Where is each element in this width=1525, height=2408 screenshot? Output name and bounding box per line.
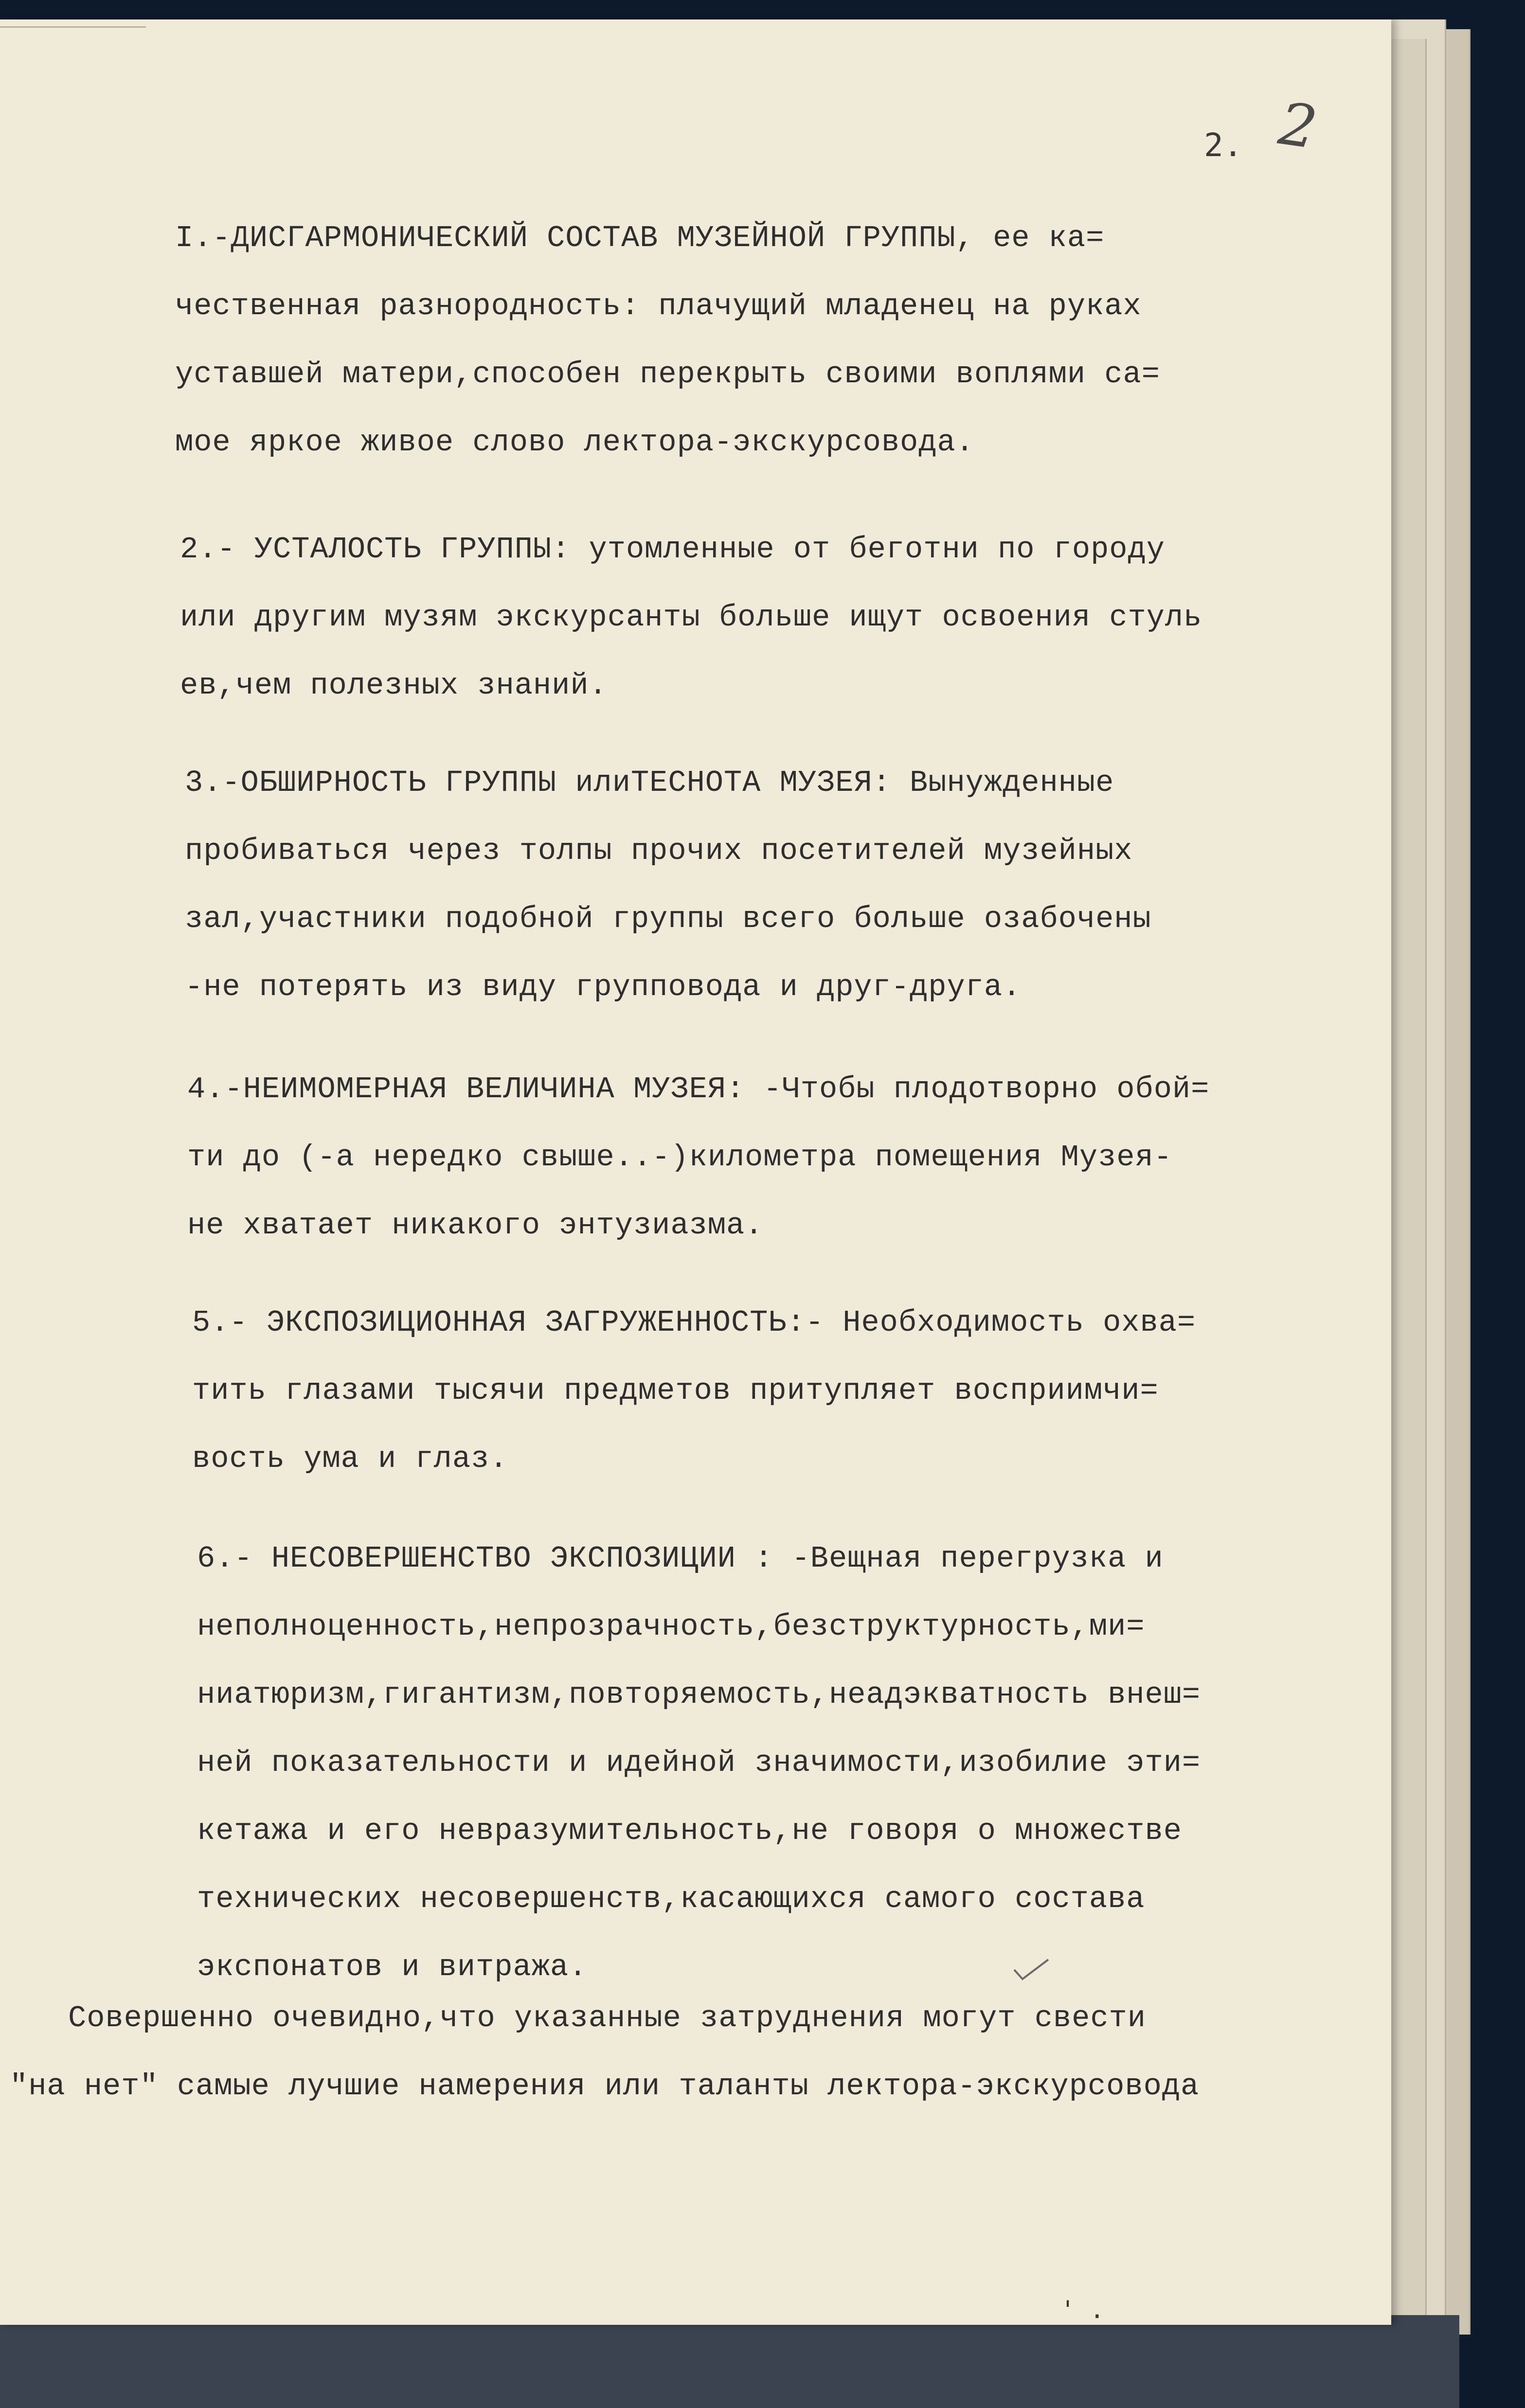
text-line: или другим музям экскурсанты больше ищут освоения стуль — [180, 600, 1202, 635]
paragraph-2 — [180, 516, 1391, 720]
text-line: кетажа и его невразумительность,не говоря о множестве — [197, 1814, 1182, 1848]
text-line: 3.-ОБШИРНОСТЬ ГРУППЫ илиТЕСНОТА МУЗЕЯ: Вынужденные — [185, 766, 1114, 800]
paragraph-1 — [175, 204, 1391, 477]
text-line: 4.-НЕИМОМЕРНАЯ ВЕЛИЧИНА МУЗЕЯ: -Чтобы плодотворно обой= — [187, 1072, 1210, 1106]
text-line: ниатюризм,гигантизм,повторяемость,неадэкватность внеш= — [197, 1677, 1201, 1712]
text-line: I.-ДИСГАРМОНИЧЕСКИЙ СОСТАВ МУЗЕЙНОЙ ГРУППЫ, ее ка= — [175, 221, 1105, 255]
page-number: 2. — [1204, 126, 1243, 164]
paragraph-4 — [187, 1055, 1391, 1260]
text-line: тить глазами тысячи предметов притупляет восприимчи= — [192, 1373, 1159, 1408]
text-line: -не потерять из виду групповода и друг-друга. — [185, 970, 1022, 1004]
paragraph-3 — [185, 749, 1391, 1021]
text-line: ней показательности и идейной значимости,изобилие эти= — [197, 1746, 1201, 1780]
text-line: 5.- ЭКСПОЗИЦИОННАЯ ЗАГРУЖЕННОСТЬ:- Необходимость охва= — [192, 1305, 1196, 1340]
text-line: 2.- УСТАЛОСТЬ ГРУППЫ: утомленные от беготни по городу — [180, 532, 1165, 567]
text-line: не хватает никакого энтузиазма. — [187, 1208, 764, 1243]
text-line: экспонатов и витража. — [197, 1950, 588, 1984]
page-fold — [0, 19, 146, 28]
text-line: неполноценность,непрозрачность,безструктурность,ми= — [197, 1609, 1145, 1644]
document-page — [0, 19, 1391, 2325]
pencil-check-mark-icon — [1012, 1958, 1051, 1982]
text-line: 6.- НЕСОВЕРШЕНСТВО ЭКСПОЗИЦИИ : -Вещная перегрузка и — [197, 1541, 1164, 1576]
text-line: мое яркое живое слово лектора-экскурсовода. — [175, 425, 974, 460]
text-line: технических несовершенств,касающихся самого состава — [197, 1882, 1145, 1916]
text-line: пробиваться через толпы прочих посетителей музейных — [185, 834, 1133, 868]
bottom-marks: ' . — [1060, 2296, 1105, 2324]
text-line: уставшей матери,способен перекрыть своими воплями са= — [175, 357, 1160, 392]
text-line: Совершенно очевидно,что указанные затруднения могут свести — [68, 2001, 1146, 2035]
handwritten-folio-number: 2 — [1274, 90, 1321, 162]
paragraph-5 — [192, 1289, 1391, 1493]
text-line: ти до (-а нередко свыше..-)километра помещения Музея- — [187, 1140, 1172, 1175]
text-line: ев,чем полезных знаний. — [180, 668, 608, 703]
text-line: вость ума и глаз. — [192, 1442, 508, 1476]
background-shadow — [0, 2315, 1459, 2408]
text-line: "на нет" самые лучшие намерения или таланты лектора-экскурсовода — [10, 2069, 1200, 2104]
text-line: чественная разнородность: плачущий младенец на руках — [175, 289, 1142, 323]
closing-paragraph — [10, 1984, 1391, 2121]
text-line: зал,участники подобной группы всего больше озабочены — [185, 902, 1151, 936]
paragraph-6 — [197, 1525, 1391, 2001]
